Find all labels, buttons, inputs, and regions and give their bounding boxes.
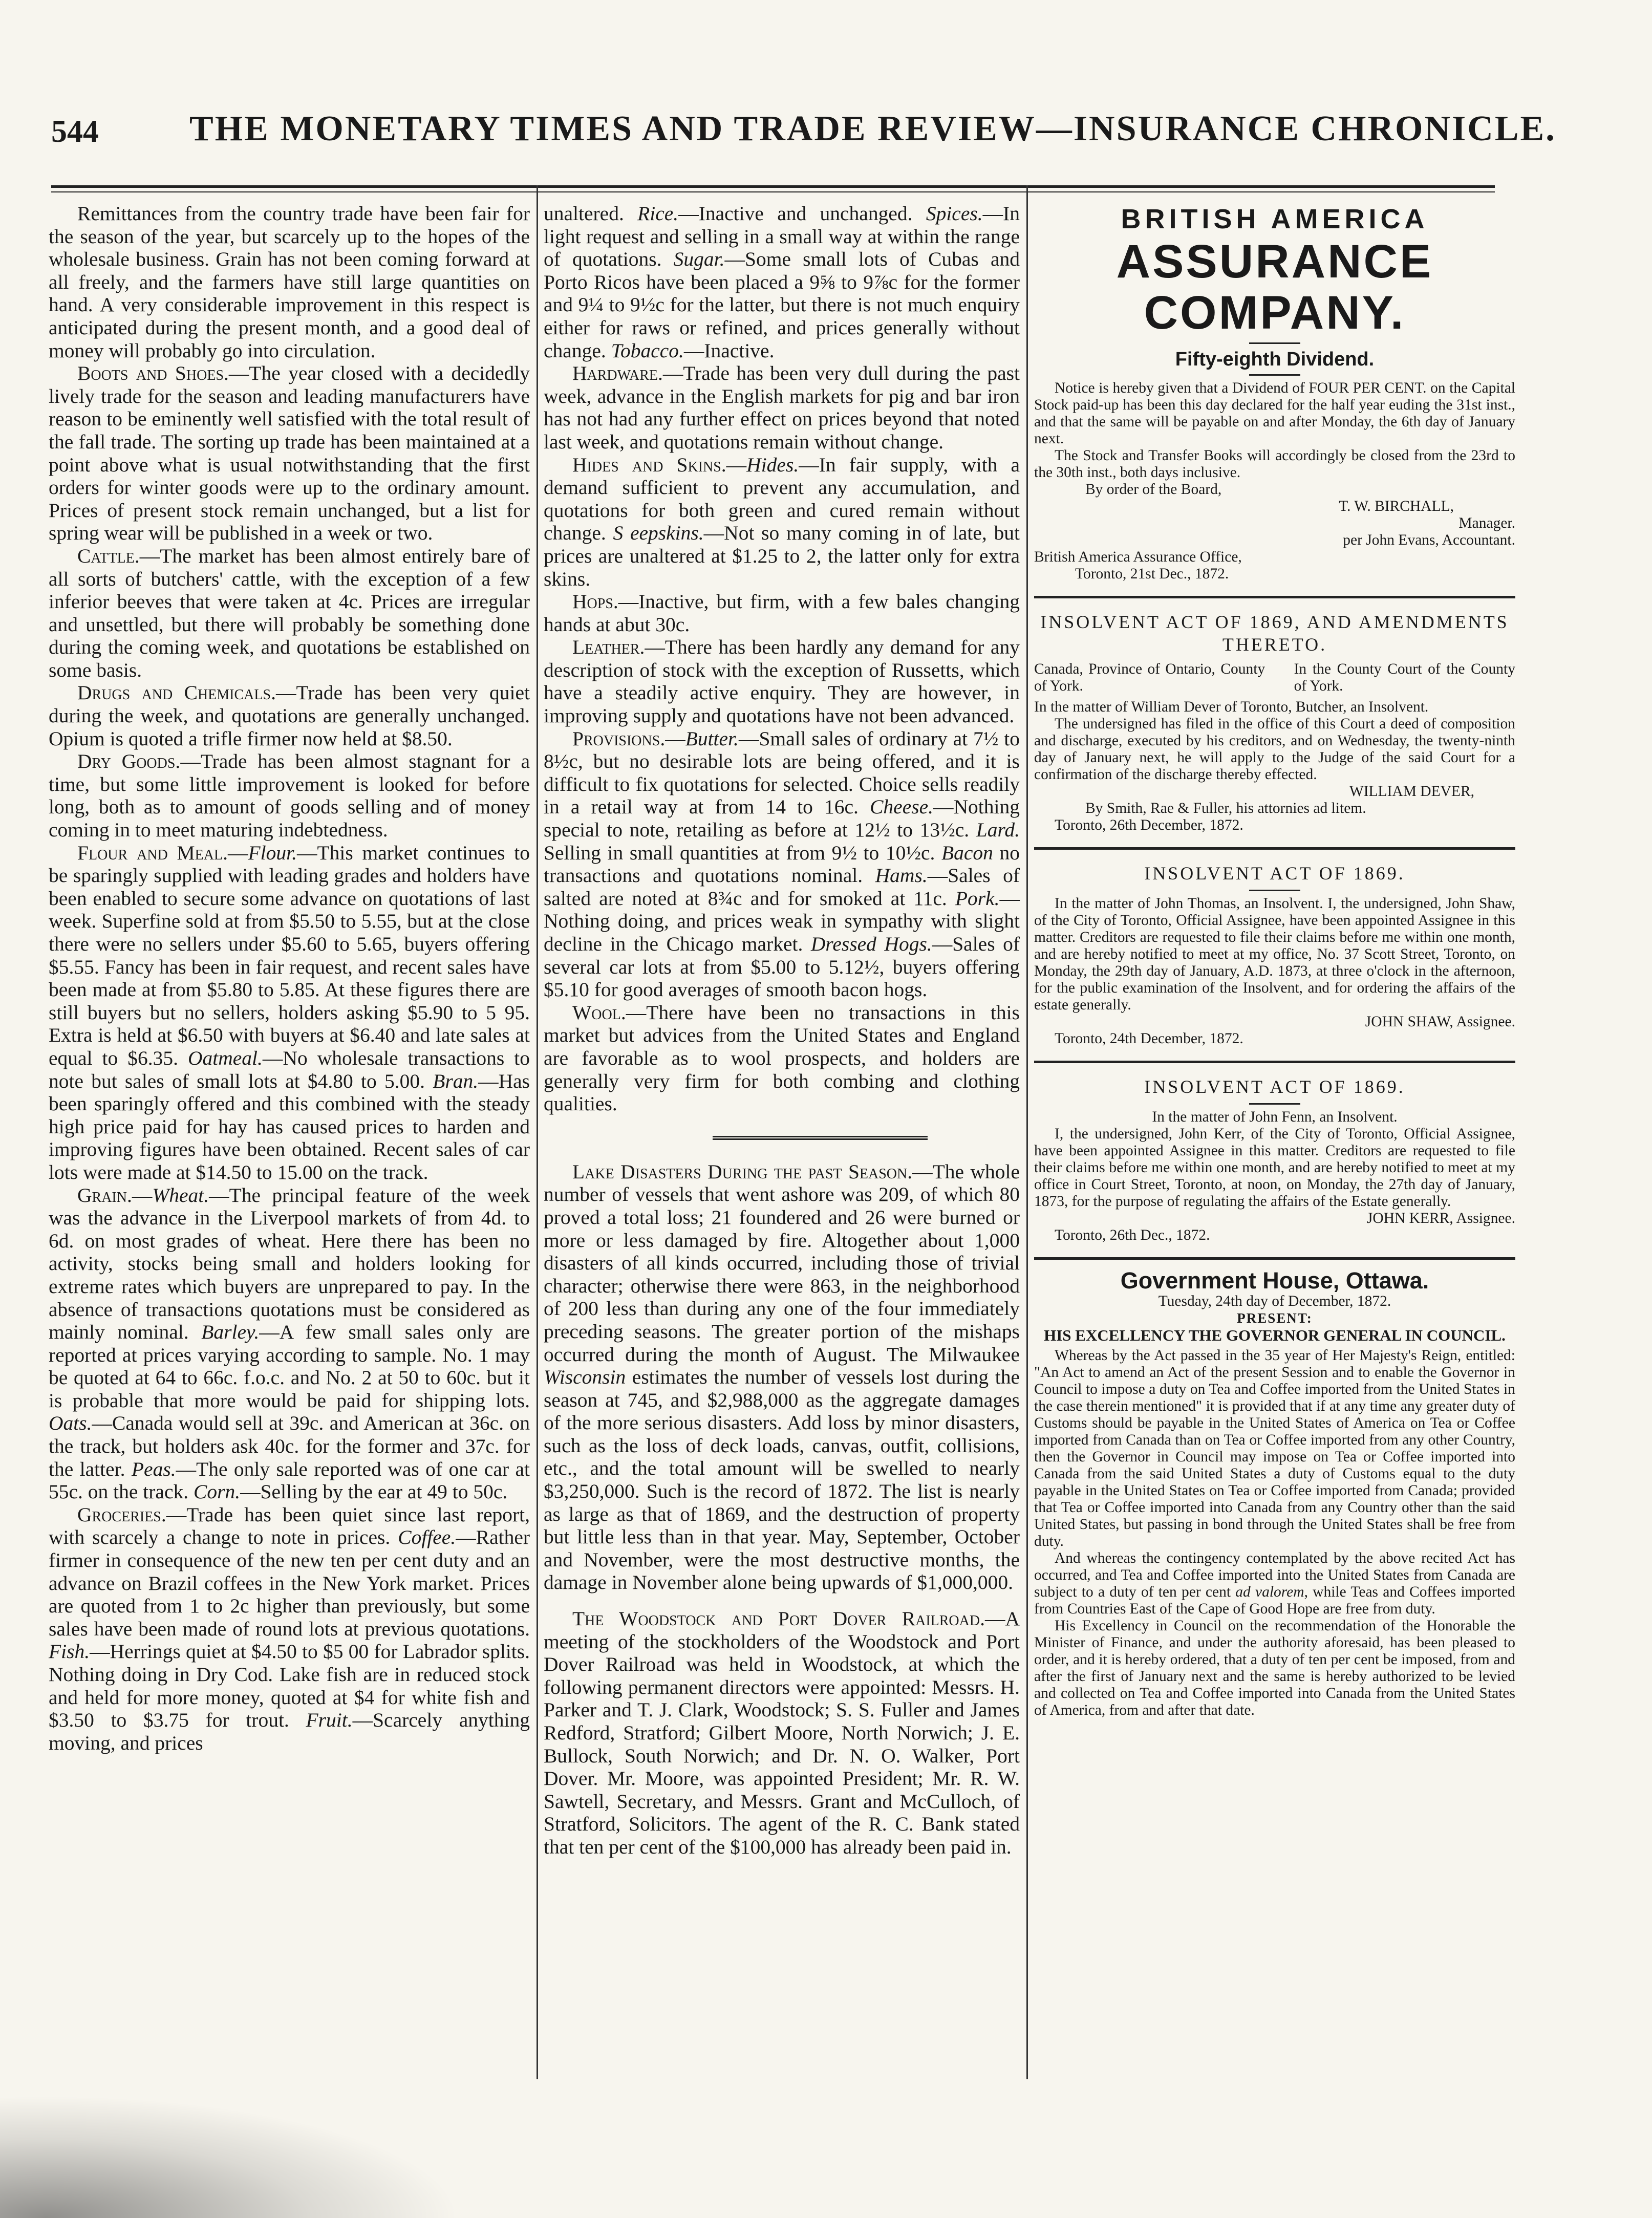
- text-drugs: —Trade has been very quiet during the week, and quotations are generally unchanged. Opium is quoted a trifle firmer now held at $8.50.: [49, 681, 530, 750]
- sub-tobacco: Tobacco.: [611, 339, 684, 362]
- sub-wheat: Wheat.: [152, 1183, 209, 1207]
- text-cont: unaltered.: [544, 202, 624, 225]
- paragraph-hops: [544, 590, 1020, 636]
- paragraph-grain: Grain.—Wheat.—The principal feature of the week was the advance in the Liverpool markets of from 4d. to 6d. on most grades of wheat. Here there has been no activity, stocks being small and holders looking for extreme rates which buyers are unprepared to pay. In the absence of transactions quotations must be considered as mainly nominal. Barley.—A few small sales only are reported at prices varying according to sample. No. 1 may be quoted at 64 to 66c. f.o.c. and No. 2 at 50 to 60c. but it is probable that more would be paid for shipping lots. Oats.—Canada would sell at 39c. and American at 36c. on the track, but holders ask 40c. for the former and 37c. for the latter. Peas.—The only sale reported was of one car at 55c. on the track. Corn.—Selling by the ear at 49 to 50c.: [49, 1183, 530, 1503]
- heading-cattle: Cattle.: [77, 544, 140, 567]
- sub-oats: Oats.: [49, 1412, 92, 1435]
- insolvent-act-heading-2: INSOLVENT ACT OF 1869.: [1144, 863, 1405, 884]
- paragraph-boots: [49, 362, 530, 545]
- sub-fish: Fish.: [49, 1640, 90, 1663]
- notice-separator: [1034, 847, 1515, 850]
- text-cattle: —The market has been almost entirely bare of all sorts of butchers' cattle, with the exception of a few inferior beeves that were taken at 4c. Prices are irregular and unsettled, but there will probably be something done during the coming week, and quotations be established on some basis.: [49, 544, 530, 681]
- sub-sheepskins: S eepskins.: [613, 522, 704, 545]
- court-caption-right: In the County Court of the County of York.: [1294, 661, 1515, 694]
- ad-valorem: ad valorem: [1235, 1584, 1304, 1600]
- sub-barley: Barley.: [201, 1321, 260, 1344]
- sub-hams: Hams.: [875, 864, 928, 887]
- paragraph-leather: [544, 636, 1020, 727]
- heading-hides: Hides and Skins.: [572, 453, 726, 476]
- sub-lard: Lard.: [976, 819, 1020, 842]
- order-paragraph-1: Whereas by the Act passed in the 35 year of Her Majesty's Reign, entitled: "An Act to amend an Act of the present Session and to enable the Governor in Council to impose a duty on Tea and Coffee imported from the United States in the case therein mentioned" it is provided that if at any time any greater duty of Customs should be payable in the United States of America on Tea or Coffee imported from Canada than on Tea or Coffee imported from any other Country, then the Governor in Council may impose on Tea or Coffee imported into Canada from the said United States a duty of Customs equal to the duty payable in the United States on Tea or Coffee imported from Canada; provided that Tea or Coffee imported into Canada from any Country other than the said United States, but passing in bond through the United States shall be free from duty.: [1034, 1347, 1515, 1549]
- transfer-notice: The Stock and Transfer Books will accordingly be closed from the 23rd to the 30th inst., both days inclusive.: [1034, 447, 1515, 481]
- order-text-2b: , while Teas and Coffees imported from Countries East of the Cape of Good Hope are free from duty.: [1034, 1584, 1515, 1617]
- heading-dry-goods: Dry Goods.: [77, 750, 181, 773]
- sub-bran: Bran.: [433, 1069, 479, 1092]
- header-rule-thin: [51, 191, 1495, 192]
- short-rule: [1249, 1103, 1300, 1105]
- notice-separator: [1034, 1257, 1515, 1260]
- sub-coffee: Coffee.: [398, 1526, 456, 1549]
- by-order: By order of the Board,: [1085, 481, 1222, 498]
- text-spices: —In light request and selling in a small way at within the range of quotations.: [544, 202, 1020, 271]
- heading-wool: Wool.: [572, 1001, 626, 1024]
- text-hops: —Inactive, but firm, with a few bales changing hands at abut 30c.: [544, 590, 1020, 636]
- text-bran: —Has been sparingly offered and this combined with the steady high price paid for hay has caused prices to harden and improving figures have been obtained. Recent sales of car lots were made at $14.50 to 15.00 on the track.: [49, 1069, 530, 1183]
- shaw-signature: JOHN SHAW, Assignee.: [1365, 1014, 1515, 1030]
- paragraph-remittances: Remittances from the country trade have been fair for the season of the year, but scarcely up to the hopes of the wholesale business. Grain has not been coming forward at all freely, and the farmers have still large quantities on hand. A very considerable improvement in this respect is anticipated during the present month, and a good deal of money will probably go into circulation.: [49, 202, 530, 362]
- paragraph-hides: Hides and Skins.—Hides.—In fair supply, with a demand sufficient to prevent any accumulation, and quotations for both green and cured remain without change. S eepskins.—Not so many coming in of late, but prices are unaltered at $1.25 to 2, the latter only for extra skins.: [544, 453, 1020, 590]
- notice-separator: [1034, 596, 1515, 598]
- court-caption: [1034, 661, 1515, 695]
- sub-wisconsin: Wisconsin: [544, 1366, 626, 1389]
- text-lake-disasters-2: estimates the number of vessels lost during the season at 745, and $2,988,000 as the aggregate damages of the more serious disasters. Add loss by minor disasters, such as the loss of deck loads, canvas, outfit, collisions, etc., and the total amount will be swelled to nearly $3,250,000. Such is the record of 1872. The list is nearly as large as that of 1869, and the destruction of property but little less than in that year. May, September, October and November, were the most destructive months, the damage in November alone being upwards of $1,000,000.: [544, 1366, 1020, 1594]
- text-hams: —Sales of salted are noted at 8¾c and for smoked at 11c.: [544, 864, 1020, 910]
- present-label: PRESENT:: [1237, 1310, 1313, 1326]
- text-boots: —The year closed with a decidedly lively trade for the season and leading manufacturers have reason to be eminently well satisfied with the total result of the fall trade. The sorting up trade has been maintained at a point above what is usual notwithstanding that the first orders for winter goods were up to the ordinary amount. Prices of present stock remain unchanged, but a list for spring wear will be published in a week or two.: [49, 362, 530, 545]
- heading-woodstock: The Woodstock and Port Dover Railroad.: [572, 1607, 985, 1630]
- paragraph-wool: [544, 1001, 1020, 1115]
- kerr-signature: JOHN KERR, Assignee.: [1366, 1210, 1515, 1226]
- text-fruit: —Scarcely anything moving, and prices: [49, 1709, 530, 1754]
- paragraph-woodstock: [544, 1607, 1020, 1859]
- heading-hardware: Hardware.: [572, 362, 663, 385]
- sub-rice: Rice.: [637, 202, 679, 225]
- dividend-notice: Notice is hereby given that a Dividend of FOUR PER CENT. on the Capital Stock paid-up has been this day declared for the half year euding the 31st inst., and that the same will be payable on and after Monday, the 6th day of January next.: [1034, 380, 1515, 447]
- short-rule: [1249, 374, 1300, 376]
- kerr-date: Toronto, 26th Dec., 1872.: [1055, 1227, 1210, 1243]
- bam-title-line1: BRITISH AMERICA: [1121, 204, 1429, 234]
- sub-oatmeal: Oatmeal.: [188, 1046, 263, 1069]
- dever-matter: In the matter of William Dever of Toronto, Butcher, an Insolvent.: [1034, 699, 1429, 715]
- text-dry-goods: —Trade has been almost stagnant for a time, but some little improvement is looked for before long, both as to amount of goods selling and of money coming in to meet maturing indebtedness.: [49, 750, 530, 842]
- heading-flour: Flour and Meal.: [77, 841, 228, 864]
- text-corn: —Selling by the ear at 49 to 50c.: [240, 1480, 508, 1503]
- text-dressed-hogs: —Sales of several car lots at from $5.00 to 5.12½, buyers offering $5.10 for good averages of smooth bacon hogs.: [544, 933, 1020, 1001]
- dever-date: Toronto, 26th December, 1872.: [1055, 817, 1243, 833]
- text-woodstock: —A meeting of the stockholders of the Woodstock and Port Dover Railroad was held in Woodstock, at which the following permanent directors were appointed: Messrs. H. Parker and T. J. Clark, Woodstock; S. S. Fuller and James Redford, Stratford; Gilbert Moore, North Norwich; J. E. Bullock, South Norwich; and Dr. N. O. Walker, Port Dover. Mr. Moore, was appointed President; Mr. R. W. Sawtell, Secretary, and Messrs. Grant and McCulloch, of Stratford, Solicitors. The agent of the R. C. Bank stated that ten per cent of the $100,000 has already been paid in.: [544, 1607, 1020, 1858]
- text-rice: —Inactive and unchanged.: [678, 202, 913, 225]
- text-barley: —A few small sales only are reported at prices varying according to sample. No. 1 may be quoted at 64 to 66c. f.o.c. and No. 2 at 50 to 60c. but it is probable that more would be paid for shipping lots.: [49, 1321, 530, 1412]
- sub-dressed-hogs: Dressed Hogs.: [810, 933, 932, 955]
- header-rule: [51, 185, 1495, 188]
- sub-hides: Hides.: [746, 453, 799, 476]
- section-divider: [713, 1136, 928, 1140]
- order-paragraph-3: His Excellency in Council on the recommendation of the Honorable the Minister of Finance, and under the authority aforesaid, has been pleased to order, and it is hereby ordered, that a duty of ten per cent be imposed, from and after the first of January next and the same is hereby authorized to be levied and collected on Tea and Coffee imported into Canada from the United States of America, from and after that date.: [1034, 1618, 1515, 1718]
- text-leather: —There has been hardly any demand for any description of stock with the exception of Russetts, which have a steadily active enquiry. They are however, in improving supply and quotations have not been advanced.: [544, 636, 1020, 727]
- sub-spices: Spices.: [926, 202, 983, 225]
- heading-lake-disasters: Lake Disasters During the past Season.: [572, 1160, 913, 1183]
- paragraph-groceries: [49, 1503, 530, 1755]
- text-oats: —Canada would sell at 39c. and American at 36c. on the track, but holders ask 40c. for the former and 37c. for the latter.: [49, 1412, 530, 1480]
- short-rule: [1249, 890, 1300, 891]
- column-divider-1: [537, 185, 538, 2079]
- text-butter: —Small sales of ordinary at 7½ to 8½c, but no desirable lots are being offered, and it is difficult to fix quotations for selected. Choice sells readily in a retail way at from 14 to 16c.: [544, 727, 1020, 819]
- text-hides: —In fair supply, with a demand sufficient to prevent any accumulation, and quotations for both green and cured remain without change.: [544, 453, 1020, 545]
- text-wheat: —The principal feature of the week was the advance in the Liverpool markets of from 4d. to 6d. on most grades of wheat. Here there has been no activity, stocks being small and holders looking for extreme rates which buyers are unprepared to pay. In the absence of transactions quotations must be considered as mainly nominal.: [49, 1183, 530, 1344]
- order-paragraph-2: [1034, 1550, 1515, 1618]
- office-date: Toronto, 21st Dec., 1872.: [1075, 566, 1229, 582]
- text-hardware: —Trade has been very dull during the past week, advance in the English markets for pig and bar iron has not had any further effect on prices beyond that noted last week, and quotations remain without change.: [544, 362, 1020, 453]
- sub-cheese: Cheese.: [870, 795, 934, 819]
- text-wool: —There have been no transactions in this market but advices from the United States and England are favorable as to wool prospects, and holders are generally very firm for both combing and clothing qualities.: [544, 1001, 1020, 1115]
- text-groceries: —Trade has been quiet since last report, with scarcely a change to note in prices.: [49, 1503, 530, 1549]
- text-coffee: —Rather firmer in consequence of the new ten per cent duty and an advance on Brazil coffees in the New York market. Prices are quoted from 1 to 2c higher than previously, but some sales have been made of round lots at previous quotations.: [49, 1526, 530, 1640]
- paragraph-hardware: [544, 362, 1020, 453]
- text-bacon: no transactions and quotations nominal.: [544, 841, 1020, 887]
- province-caption: Canada, Province of Ontario, County of York.: [1034, 661, 1265, 694]
- text-tobacco: —Inactive.: [683, 339, 775, 362]
- text-sheepskins: —Not so many coming in of late, but prices are unaltered at $1.25 to 2, the latter only for extra skins.: [544, 522, 1020, 590]
- sub-flour: Flour.: [248, 841, 297, 864]
- paragraph-groceries-cont: [544, 202, 1020, 362]
- sub-fruit: Fruit.: [306, 1709, 353, 1732]
- shaw-date: Toronto, 24th December, 1872.: [1055, 1030, 1243, 1047]
- governor-general-heading: HIS EXCELLENCY THE GOVERNOR GENERAL IN COUNCIL.: [1044, 1326, 1506, 1344]
- paragraph-flour: Flour and Meal.—Flour.—This market continues to be sparingly supplied with leading grades and holders have been enabled to secure some advance on quotations of last week. Superfine sold at from $5.50 to 5.55, but at the close there were no sellers under $5.60 to 5.65, buyers offering $5.55. Fancy has been in fair request, and recent sales have been made at from $5.80 to 5.85. At these figures there are still buyers but no sellers, holders asking $5.90 to 5 95. Extra is held at $6.50 with buyers at $6.40 and late sales at equal to $6.35. Oatmeal.—No wholesale transactions to note but sales of small lots at $4.80 to 5.00. Bran.—Has been sparingly offered and this combined with the steady high price paid for hay has caused prices to harden and improving figures have been obtained. Recent sales of car lots were made at $14.50 to 15.00 on the track.: [49, 841, 530, 1183]
- text-fish: —Herrings quiet at $4.50 to $5 00 for Labrador splits. Nothing doing in Dry Cod. Lake fish are in reduced stock and held for more money, quoted at $4 for white fish and $3.50 to $3.75 for trout.: [49, 1640, 530, 1732]
- dividend-heading: Fifty-eighth Dividend.: [1175, 349, 1375, 370]
- heading-leather: Leather.: [572, 636, 645, 659]
- paragraph-lake-disasters: [544, 1160, 1020, 1594]
- column-1: [49, 202, 530, 1754]
- sub-sugar: Sugar.: [673, 248, 725, 271]
- paragraph-drugs: [49, 681, 530, 750]
- sub-bacon: Bacon: [941, 841, 993, 864]
- sub-butter: Butter.: [685, 727, 739, 750]
- text-peas: —The only sale reported was of one car at 55c. on the track.: [49, 1457, 530, 1503]
- dever-attorneys: By Smith, Rae & Fuller, his attornies ad litem.: [1085, 800, 1366, 816]
- sub-pork: Pork.: [955, 887, 1000, 910]
- column-3: [1034, 202, 1515, 1719]
- text-lard: Selling in small quantities at from 9½ to 10½c.: [544, 841, 935, 864]
- short-rule: [1249, 342, 1300, 344]
- heading-boots: Boots and Shoes.: [77, 362, 229, 385]
- page-number: 544: [51, 114, 99, 149]
- text-oatmeal: —No wholesale transactions to note but sales of small lots at $4.80 to 5.00.: [49, 1046, 530, 1092]
- government-date: Tuesday, 24th day of December, 1872.: [1158, 1293, 1391, 1309]
- bam-title-line2: ASSURANCE COMPANY.: [1116, 235, 1433, 339]
- insolvent-act-heading-1: INSOLVENT ACT OF 1869, AND AMENDMENTS THERETO.: [1040, 612, 1509, 655]
- heading-hops: Hops.: [572, 590, 618, 613]
- dever-signature: WILLIAM DEVER,: [1349, 783, 1474, 800]
- signature-birchall: T. W. BIRCHALL,: [1339, 498, 1454, 514]
- signature-evans: per John Evans, Accountant.: [1343, 532, 1515, 548]
- sub-corn: Corn.: [193, 1480, 241, 1503]
- fenn-notice: I, the undersigned, John Kerr, of the City of Toronto, Official Assignee, have been appointed Assignee in this matter. Creditors are requested to file their claims before me within one month, and are hereby notified to meet at my office in Court Street, Toronto, at noon, on Monday, the 27th day of January, 1873, for the purpose of regulating the affairs of the Estate generally.: [1034, 1126, 1515, 1210]
- heading-provisions: Provisions.: [572, 727, 666, 750]
- heading-grain: Grain.: [77, 1183, 132, 1207]
- thomas-notice: In the matter of John Thomas, an Insolvent. I, the undersigned, John Shaw, of the City of Toronto, Official Assignee, have been appointed Assignee in this matter. Creditors are requested to file their claims before me within one month, and are hereby notified to meet at my office, No. 37 Scott Street, Toronto, on Monday, the 29th day of January, A.D. 1873, at three o'clock in the afternoon, for the public examination of the Insolvent, and for ordering the affairs of the estate generally.: [1034, 895, 1515, 1013]
- order-text-2a: And whereas the contingency contemplated by the above recited Act has occurred, and Tea and Coffee imported into the United States from Canada are subject to a duty of ten per cent: [1034, 1550, 1515, 1600]
- column-divider-2: [1026, 185, 1028, 2079]
- ink-smudge: [0, 2095, 461, 2218]
- paragraph-dry-goods: [49, 750, 530, 841]
- text-lake-disasters: —The whole number of vessels that went ashore was 209, of which 80 proved a total loss; 21 foundered and 26 were burned or more or less damaged by fire. Altogether about 1,000 disasters of all kinds occurred, including those of trivial character; otherwise there were 863, in the neighborhood of 200 less than during any one of the four immediately preceding seasons. The greater portion of the mishaps occurred during the month of August. The Milwaukee: [544, 1160, 1020, 1366]
- government-house-heading: Government House, Ottawa.: [1120, 1267, 1429, 1294]
- heading-drugs: Drugs and Chemicals.: [77, 681, 276, 704]
- insolvent-act-heading-3: INSOLVENT ACT OF 1869.: [1144, 1076, 1405, 1097]
- paragraph-provisions: Provisions.—Butter.—Small sales of ordinary at 7½ to 8½c, but no desirable lots are being offered, and it is difficult to fix quotations for selected. Choice sells readily in a retail way at from 14 to 16c. Cheese.—Nothing special to note, retailing as before at 12½ to 13½c. Lard. Selling in small quantities at from 9½ to 10½c. Bacon no transactions and quotations nominal. Hams.—Sales of salted are noted at 8¾c and for smoked at 11c. Pork.—Nothing doing, and prices weak in sympathy with slight decline in the Chicago market. Dressed Hogs.—Sales of several car lots at from $5.00 to 5.12½, buyers offering $5.10 for good averages of smooth bacon hogs.: [544, 727, 1020, 1001]
- dever-notice: The undersigned has filed in the office of this Court a deed of composition and discharge, executed by his creditors, and on Wednesday, the twenty-ninth day of January next, he will apply to the Judge of the said Court for a confirmation of the discharge thereby effected.: [1034, 716, 1515, 783]
- text-cheese: —Nothing special to note, retailing as before at 12½ to 13½c.: [544, 795, 1020, 842]
- sub-peas: Peas.: [131, 1457, 176, 1480]
- text-sugar: —Some small lots of Cubas and Porto Ricos have been placed a 9⅝ to 9⅞c for the former and 9¼ to 9½c for the latter, but there is not much enquiry either for raws or refined, and prices generally without change.: [544, 248, 1020, 362]
- column-2: [544, 202, 1020, 1859]
- text-flour: —This market continues to be sparingly supplied with leading grades and holders have been enabled to secure some advance on quotations of last week. Superfine sold at from $5.50 to 5.55, but at the close there were no sellers under $5.60 to 5.65, buyers offering $5.55. Fancy has been in fair request, and recent sales have been made at from $5.80 to 5.85. At these figures there are still buyers but no sellers, holders asking $5.90 to 5 95. Extra is held at $6.50 with buyers at $6.40 and late sales at equal to $6.35.: [49, 841, 530, 1069]
- office-name: British America Assurance Office,: [1034, 549, 1242, 565]
- fenn-matter: In the matter of John Fenn, an Insolvent.: [1152, 1109, 1398, 1125]
- heading-groceries: Groceries.: [77, 1503, 166, 1526]
- notice-separator: [1034, 1061, 1515, 1063]
- page-header: [51, 109, 1607, 170]
- title-manager: Manager.: [1458, 515, 1515, 531]
- paragraph-cattle: [49, 545, 530, 682]
- masthead-title: THE MONETARY TIMES AND TRADE REVIEW—INSURANCE CHRONICLE.: [189, 109, 1556, 148]
- text-pork: —Nothing doing, and prices weak in sympathy with slight decline in the Chicago market.: [544, 887, 1020, 955]
